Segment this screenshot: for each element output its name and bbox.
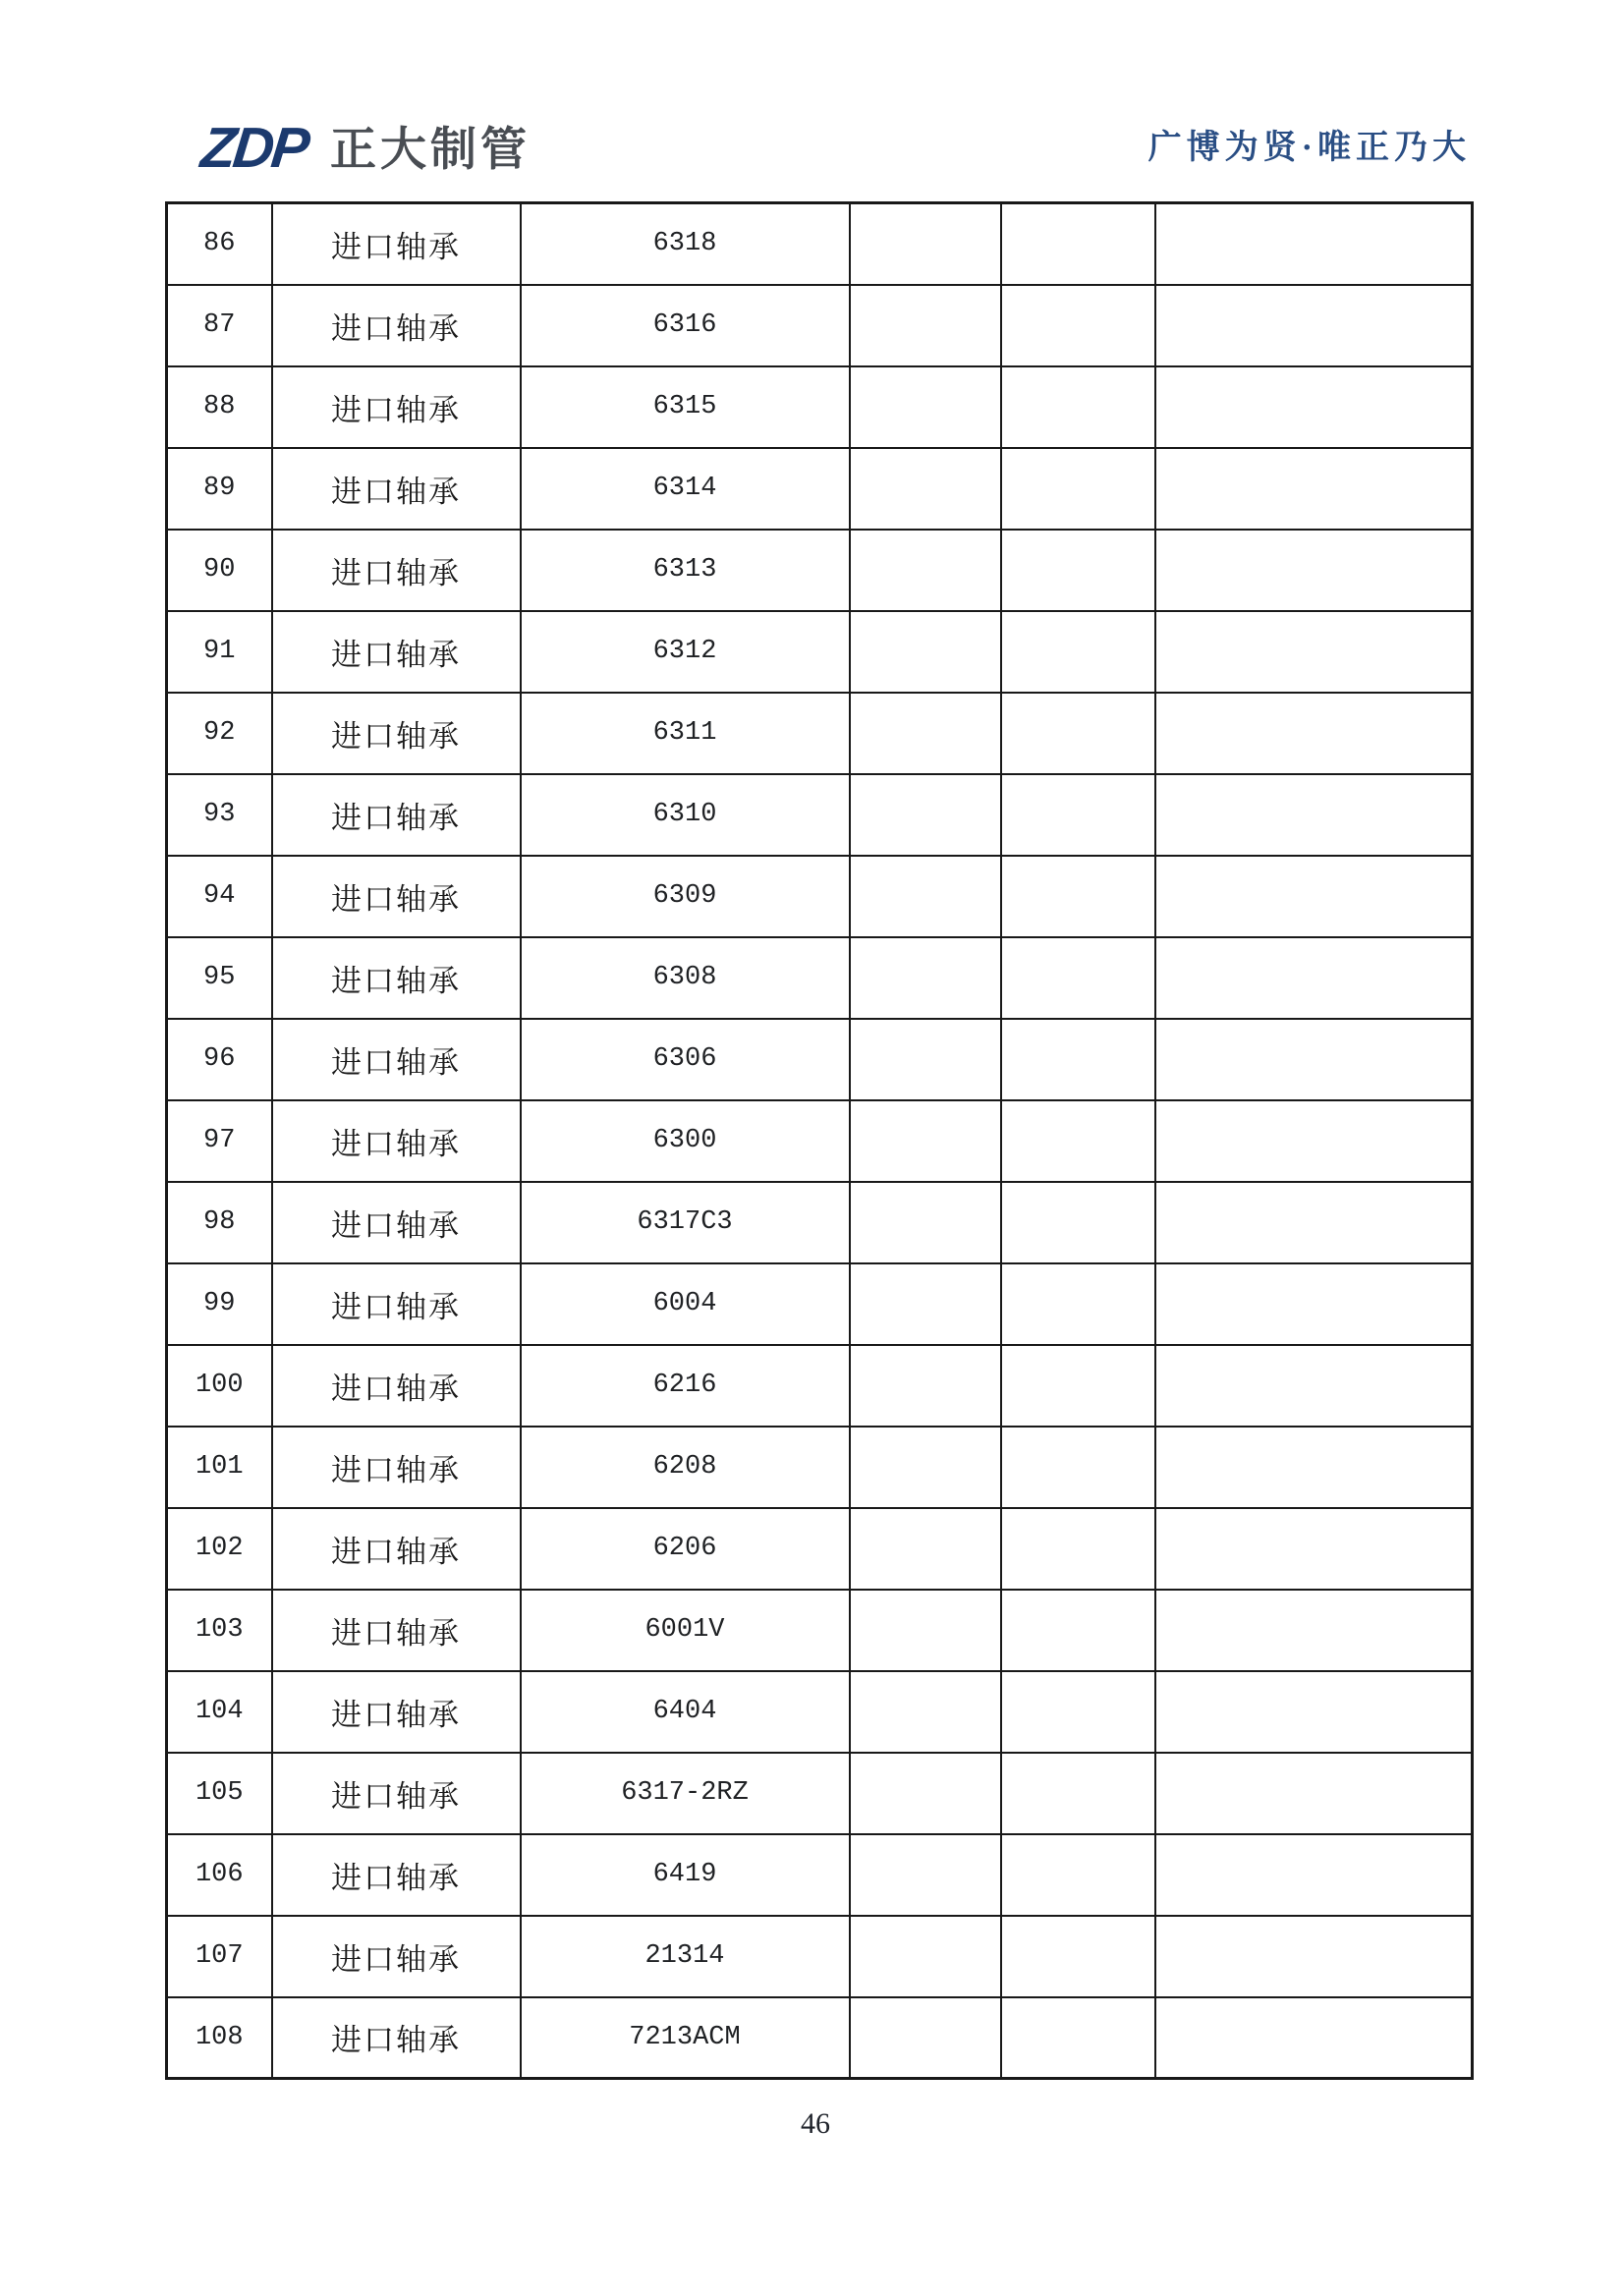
empty-cell xyxy=(850,285,1001,366)
empty-cell xyxy=(850,1997,1001,2079)
model-cell: 6216 xyxy=(521,1345,850,1427)
zdp-logo-mark: ZDP xyxy=(197,116,310,180)
empty-cell xyxy=(1001,285,1155,366)
row-index-cell: 106 xyxy=(167,1834,272,1916)
model-cell: 6317C3 xyxy=(521,1182,850,1263)
table-row xyxy=(167,530,1473,611)
row-index-cell: 100 xyxy=(167,1345,272,1427)
empty-cell xyxy=(1155,1916,1473,1997)
item-name-cell: 进口轴承 xyxy=(272,1263,521,1345)
empty-cell xyxy=(1001,203,1155,285)
empty-cell xyxy=(1001,693,1155,774)
item-name-cell: 进口轴承 xyxy=(272,1916,521,1997)
empty-cell xyxy=(1001,1263,1155,1345)
item-name-cell: 进口轴承 xyxy=(272,1019,521,1100)
empty-cell xyxy=(1001,1753,1155,1834)
table-row xyxy=(167,1834,1473,1916)
model-cell: 6308 xyxy=(521,937,850,1019)
empty-cell xyxy=(1155,203,1473,285)
model-cell: 6404 xyxy=(521,1671,850,1753)
parts-table xyxy=(165,201,1474,2080)
empty-cell xyxy=(1001,1916,1155,1997)
row-index-cell: 99 xyxy=(167,1263,272,1345)
empty-cell xyxy=(1155,1590,1473,1671)
model-cell: 6312 xyxy=(521,611,850,693)
empty-cell xyxy=(1155,448,1473,530)
empty-cell xyxy=(1001,1427,1155,1508)
empty-cell xyxy=(1155,1182,1473,1263)
page-number: 46 xyxy=(801,2107,830,2140)
table-row xyxy=(167,285,1473,366)
model-cell: 6310 xyxy=(521,774,850,856)
empty-cell xyxy=(1001,366,1155,448)
empty-cell xyxy=(1001,611,1155,693)
table-row xyxy=(167,203,1473,285)
row-index-cell: 92 xyxy=(167,693,272,774)
empty-cell xyxy=(1001,1997,1155,2079)
empty-cell xyxy=(850,1834,1001,1916)
model-cell: 6208 xyxy=(521,1427,850,1508)
row-index-cell: 102 xyxy=(167,1508,272,1590)
empty-cell xyxy=(850,530,1001,611)
empty-cell xyxy=(850,1345,1001,1427)
table-row xyxy=(167,1508,1473,1590)
empty-cell xyxy=(1155,1100,1473,1182)
empty-cell xyxy=(1001,530,1155,611)
empty-cell xyxy=(1001,448,1155,530)
item-name-cell: 进口轴承 xyxy=(272,693,521,774)
model-cell: 21314 xyxy=(521,1916,850,1997)
company-name-text: 正大制管 xyxy=(330,122,531,175)
empty-cell xyxy=(850,1427,1001,1508)
empty-cell xyxy=(1155,1508,1473,1590)
table-row xyxy=(167,1997,1473,2079)
empty-cell xyxy=(850,1671,1001,1753)
item-name-cell: 进口轴承 xyxy=(272,530,521,611)
page-header xyxy=(0,0,1623,201)
model-cell: 6313 xyxy=(521,530,850,611)
model-cell: 7213ACM xyxy=(521,1997,850,2079)
item-name-cell: 进口轴承 xyxy=(272,1100,521,1182)
item-name-cell: 进口轴承 xyxy=(272,1508,521,1590)
item-name-cell: 进口轴承 xyxy=(272,1834,521,1916)
empty-cell xyxy=(1155,1345,1473,1427)
row-index-cell: 89 xyxy=(167,448,272,530)
table-row xyxy=(167,1916,1473,1997)
empty-cell xyxy=(850,1019,1001,1100)
empty-cell xyxy=(1001,856,1155,937)
empty-cell xyxy=(850,693,1001,774)
model-cell: 6306 xyxy=(521,1019,850,1100)
model-cell: 6318 xyxy=(521,203,850,285)
row-index-cell: 104 xyxy=(167,1671,272,1753)
empty-cell xyxy=(850,1263,1001,1345)
empty-cell xyxy=(1155,774,1473,856)
empty-cell xyxy=(1155,1997,1473,2079)
table-row xyxy=(167,1182,1473,1263)
item-name-cell: 进口轴承 xyxy=(272,1753,521,1834)
empty-cell xyxy=(850,1182,1001,1263)
item-name-cell: 进口轴承 xyxy=(272,1590,521,1671)
item-name-cell: 进口轴承 xyxy=(272,1997,521,2079)
company-slogan: 广博为贤·唯正乃大 xyxy=(1147,130,1471,166)
empty-cell xyxy=(850,366,1001,448)
row-index-cell: 91 xyxy=(167,611,272,693)
item-name-cell: 进口轴承 xyxy=(272,203,521,285)
row-index-cell: 101 xyxy=(167,1427,272,1508)
table-row xyxy=(167,1753,1473,1834)
table-row xyxy=(167,693,1473,774)
empty-cell xyxy=(850,1508,1001,1590)
model-cell: 6001V xyxy=(521,1590,850,1671)
item-name-cell: 进口轴承 xyxy=(272,1671,521,1753)
empty-cell xyxy=(1001,937,1155,1019)
table-row xyxy=(167,1019,1473,1100)
row-index-cell: 97 xyxy=(167,1100,272,1182)
model-cell: 6316 xyxy=(521,285,850,366)
table-row xyxy=(167,611,1473,693)
model-cell: 6311 xyxy=(521,693,850,774)
empty-cell xyxy=(1155,1671,1473,1753)
empty-cell xyxy=(1155,1753,1473,1834)
model-cell: 6206 xyxy=(521,1508,850,1590)
model-cell: 6317-2RZ xyxy=(521,1753,850,1834)
item-name-cell: 进口轴承 xyxy=(272,1182,521,1263)
empty-cell xyxy=(850,1100,1001,1182)
item-name-cell: 进口轴承 xyxy=(272,774,521,856)
empty-cell xyxy=(1155,611,1473,693)
table-row xyxy=(167,1345,1473,1427)
empty-cell xyxy=(1001,1182,1155,1263)
model-cell: 6004 xyxy=(521,1263,850,1345)
item-name-cell: 进口轴承 xyxy=(272,1345,521,1427)
empty-cell xyxy=(850,1753,1001,1834)
row-index-cell: 107 xyxy=(167,1916,272,1997)
item-name-cell: 进口轴承 xyxy=(272,285,521,366)
row-index-cell: 94 xyxy=(167,856,272,937)
empty-cell xyxy=(850,937,1001,1019)
table-row xyxy=(167,1100,1473,1182)
empty-cell xyxy=(1155,937,1473,1019)
row-index-cell: 108 xyxy=(167,1997,272,2079)
model-cell: 6314 xyxy=(521,448,850,530)
table-row xyxy=(167,366,1473,448)
empty-cell xyxy=(1001,774,1155,856)
table-row xyxy=(167,1263,1473,1345)
empty-cell xyxy=(1155,1427,1473,1508)
empty-cell xyxy=(850,856,1001,937)
model-cell: 6309 xyxy=(521,856,850,937)
row-index-cell: 93 xyxy=(167,774,272,856)
empty-cell xyxy=(1155,366,1473,448)
table-row xyxy=(167,937,1473,1019)
table-row xyxy=(167,448,1473,530)
empty-cell xyxy=(1001,1508,1155,1590)
row-index-cell: 88 xyxy=(167,366,272,448)
empty-cell xyxy=(1001,1834,1155,1916)
row-index-cell: 103 xyxy=(167,1590,272,1671)
empty-cell xyxy=(1155,285,1473,366)
parts-table-body xyxy=(167,203,1473,2079)
model-cell: 6315 xyxy=(521,366,850,448)
table-row xyxy=(167,774,1473,856)
empty-cell xyxy=(850,774,1001,856)
empty-cell xyxy=(1001,1019,1155,1100)
empty-cell xyxy=(850,1590,1001,1671)
empty-cell xyxy=(1001,1671,1155,1753)
empty-cell xyxy=(850,448,1001,530)
row-index-cell: 98 xyxy=(167,1182,272,1263)
empty-cell xyxy=(850,1916,1001,1997)
table-row xyxy=(167,1671,1473,1753)
row-index-cell: 96 xyxy=(167,1019,272,1100)
empty-cell xyxy=(1155,1834,1473,1916)
item-name-cell: 进口轴承 xyxy=(272,937,521,1019)
item-name-cell: 进口轴承 xyxy=(272,856,521,937)
empty-cell xyxy=(1155,856,1473,937)
row-index-cell: 87 xyxy=(167,285,272,366)
empty-cell xyxy=(1155,693,1473,774)
table-row xyxy=(167,1427,1473,1508)
empty-cell xyxy=(1155,1263,1473,1345)
company-logo xyxy=(197,116,531,180)
table-row xyxy=(167,1590,1473,1671)
empty-cell xyxy=(1155,1019,1473,1100)
empty-cell xyxy=(850,611,1001,693)
empty-cell xyxy=(1001,1100,1155,1182)
row-index-cell: 86 xyxy=(167,203,272,285)
item-name-cell: 进口轴承 xyxy=(272,366,521,448)
empty-cell xyxy=(1001,1345,1155,1427)
empty-cell xyxy=(1155,530,1473,611)
model-cell: 6300 xyxy=(521,1100,850,1182)
table-row xyxy=(167,856,1473,937)
empty-cell xyxy=(1001,1590,1155,1671)
row-index-cell: 90 xyxy=(167,530,272,611)
item-name-cell: 进口轴承 xyxy=(272,1427,521,1508)
model-cell: 6419 xyxy=(521,1834,850,1916)
row-index-cell: 105 xyxy=(167,1753,272,1834)
item-name-cell: 进口轴承 xyxy=(272,611,521,693)
row-index-cell: 95 xyxy=(167,937,272,1019)
item-name-cell: 进口轴承 xyxy=(272,448,521,530)
empty-cell xyxy=(850,203,1001,285)
